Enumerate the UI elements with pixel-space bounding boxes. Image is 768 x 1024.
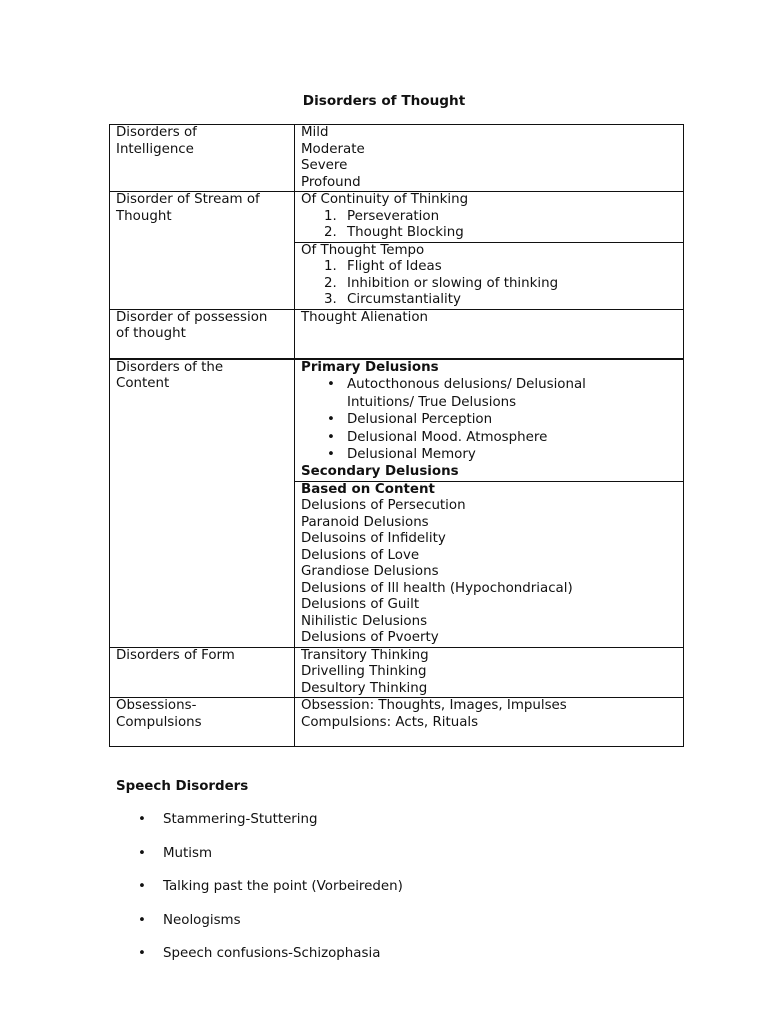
item-number: 1. <box>324 259 337 274</box>
label-line: Disorders of <box>116 125 197 140</box>
item-number: 3. <box>324 292 337 307</box>
numbered-item <box>301 276 678 293</box>
item-text: Neologisms <box>163 912 241 928</box>
list-item <box>116 811 403 845</box>
subheading: Of Thought Tempo <box>301 242 425 258</box>
bullet-icon: • <box>327 377 335 392</box>
numbered-item <box>301 259 678 276</box>
row-content-primary <box>295 359 684 482</box>
disorders-table <box>109 124 684 747</box>
table-row <box>110 647 684 698</box>
bullet-icon: • <box>327 447 335 462</box>
row-content-continuity <box>295 192 684 243</box>
item-text: Talking past the point (Vorbeireden) <box>163 879 403 894</box>
list-item: Delusoins of Infidelity <box>301 531 446 546</box>
list-item <box>116 912 403 946</box>
list-item <box>116 845 403 879</box>
list-item: Nihilistic Delusions <box>301 613 428 629</box>
list-item <box>116 945 403 979</box>
row-label-form <box>110 647 295 698</box>
table-row <box>110 698 684 747</box>
bullet-icon: • <box>138 879 146 894</box>
list-item: Grandiose Delusions <box>301 564 439 579</box>
item-number: 2. <box>324 275 337 291</box>
row-label-intelligence <box>110 125 295 192</box>
item-text: Autocthonous delusions/ Delusional <box>347 377 586 392</box>
table-row <box>110 192 684 243</box>
bullet-icon: • <box>138 812 146 827</box>
bullet-item <box>301 446 678 464</box>
label-line: Intelligence <box>116 141 194 157</box>
list-item: Obsession: Thoughts, Images, Impulses <box>301 698 567 713</box>
label-line: Obsessions- <box>116 698 197 713</box>
table-row <box>110 125 684 192</box>
item-number: 1. <box>324 208 337 224</box>
list-item: Paranoid Delusions <box>301 514 429 530</box>
item-text: Delusional Memory <box>347 447 476 462</box>
list-item: Compulsions: Acts, Rituals <box>301 714 479 730</box>
bullet-icon: • <box>138 845 146 861</box>
row-content-tempo <box>295 242 684 309</box>
label-line: Disorders of Form <box>116 647 235 663</box>
bullet-icon: • <box>138 946 146 961</box>
list-item: Transitory Thinking <box>301 647 429 663</box>
item-text: Circumstantiality <box>347 292 461 307</box>
subheading-primary: Primary Delusions <box>301 359 439 375</box>
table-row <box>110 359 684 482</box>
list-item: Delusions of Persecution <box>301 498 466 513</box>
row-label-stream <box>110 192 295 310</box>
list-item: Delusions of Guilt <box>301 597 420 612</box>
row-label-obsessions <box>110 698 295 747</box>
speech-disorders-heading: Speech Disorders <box>116 779 249 794</box>
list-item: Desultory Thinking <box>301 680 428 696</box>
document-title: Disorders of Thought <box>302 93 466 109</box>
row-label-possession <box>110 309 295 359</box>
bullet-icon: • <box>327 412 335 427</box>
item-text: Inhibition or slowing of thinking <box>347 275 559 291</box>
item-text: Stammering-Stuttering <box>163 812 318 827</box>
label-line: of thought <box>116 326 186 341</box>
label-line: Disorder of possession <box>116 309 268 325</box>
cell-value: Thought Alienation <box>301 309 429 325</box>
list-item: Delusions of Pvoerty <box>301 630 439 645</box>
row-label-content <box>110 359 295 648</box>
item-text: Perseveration <box>347 208 440 224</box>
row-content-based <box>295 481 684 647</box>
list-item: Profound <box>301 174 361 190</box>
row-content-possession <box>295 309 684 359</box>
bullet-icon: • <box>327 429 335 445</box>
item-text: Delusional Mood. Atmosphere <box>347 429 548 445</box>
list-item: Delusions of Love <box>301 547 420 563</box>
item-text: Mutism <box>163 845 213 861</box>
numbered-item <box>301 209 678 226</box>
label-line: Thought <box>116 208 172 224</box>
subheading: Of Continuity of Thinking <box>301 192 469 207</box>
subheading-based: Based on Content <box>301 481 435 497</box>
list-item <box>116 878 403 912</box>
list-item: Delusions of Ill health (Hypochondriacal) <box>301 580 573 596</box>
bullet-item <box>301 429 678 447</box>
item-text: Thought Blocking <box>347 225 464 240</box>
item-text: Intuitions/ True Delusions <box>347 394 517 410</box>
list-item: Severe <box>301 158 348 173</box>
item-text: Flight of Ideas <box>347 259 442 274</box>
speech-disorders-list <box>116 811 403 979</box>
numbered-item <box>301 292 678 309</box>
list-item: Moderate <box>301 141 365 157</box>
item-text: Delusional Perception <box>347 412 493 427</box>
bullet-item <box>301 411 678 429</box>
table-row <box>110 309 684 359</box>
list-item: Drivelling Thinking <box>301 664 427 679</box>
row-content-form <box>295 647 684 698</box>
numbered-item <box>301 225 678 242</box>
item-number: 2. <box>324 225 337 240</box>
item-text: Speech confusions-Schizophasia <box>163 946 381 961</box>
label-line: Compulsions <box>116 714 202 730</box>
bullet-icon: • <box>138 912 146 928</box>
bullet-item <box>301 376 678 411</box>
subheading-secondary: Secondary Delusions <box>301 463 459 479</box>
label-line: Content <box>116 376 170 391</box>
label-line: Disorder of Stream of <box>116 192 260 207</box>
row-content-obsessions <box>295 698 684 747</box>
label-line: Disorders of the <box>116 359 224 375</box>
list-item: Mild <box>301 125 329 140</box>
row-content-intelligence <box>295 125 684 192</box>
